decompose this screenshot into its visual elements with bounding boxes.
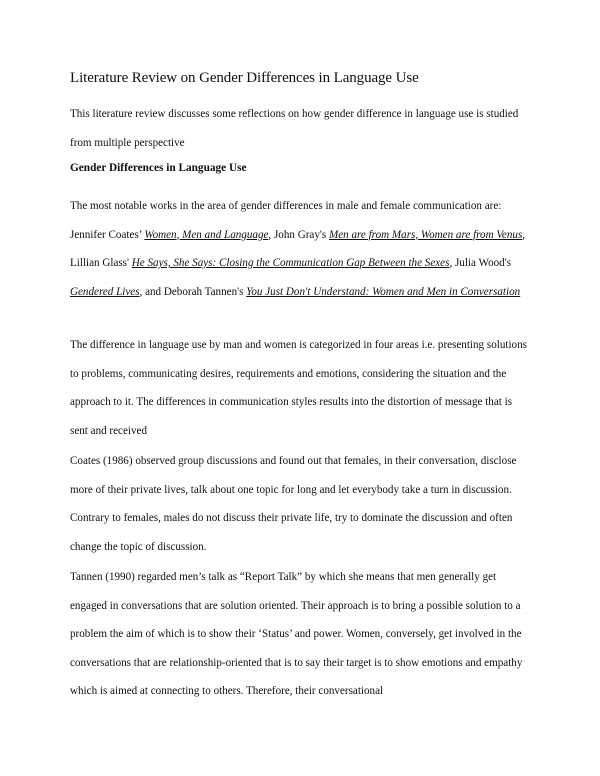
book-title-you-just-dont-understand: You Just Don't Understand: Women and Men in Conversation bbox=[246, 285, 521, 298]
works-separator-4: , and Deborah Tannen's bbox=[139, 285, 247, 298]
document-title: Literature Review on Gender Differences in Language Use bbox=[70, 70, 419, 86]
intro-paragraph: This literature review discusses some reflections on how gender difference in language use is studied from multiple perspective bbox=[70, 108, 519, 149]
works-separator-3: , Julia Wood's bbox=[449, 257, 512, 269]
section-heading: Gender Differences in Language Use bbox=[70, 162, 247, 174]
book-title-women-men-language: Women, Men and Language bbox=[144, 228, 269, 241]
tannen-paragraph: Tannen (1990) regarded men’s talk as “Report Talk” by which she means that men generally get engaged in conversations that are solution oriented. Their approach is to bring a possible solution to a problem the aim of which is to show their ‘Status’ and power. Women, conversely, get involved in the conversations that are relationship-oriented that is to say their target is to show emotions and empathy which is aimed at connecting to others. Therefore, their conversational bbox=[70, 571, 523, 697]
book-title-men-mars-women-venus: Men are from Mars, Women are from Venus bbox=[328, 228, 523, 241]
works-separator-2: , Lillian Glass' bbox=[70, 228, 526, 269]
works-separator-1: , John Gray's bbox=[268, 228, 329, 241]
language-difference-paragraph: The difference in language use by man and women is categorized in four areas i.e. presenting solutions to problems, communicating desires, requirements and emotions, considering the situation and the approach to it. The differences in communication styles results into the distortion of message that is sent and received bbox=[70, 339, 527, 437]
coates-paragraph: Coates (1986) observed group discussions and found out that females, in their conversation, disclose more of their private lives, talk about one topic for long and let everybody take a turn in discussion. Contrary to females, males do not discuss their private life, try to dominate the discussion and often change the topic of discussion. bbox=[70, 455, 517, 553]
book-title-he-says-she-says: He Says, She Says: Closing the Communication Gap Between the Sexes bbox=[131, 257, 450, 269]
works-lead-text: The most notable works in the area of gender differences in male and female communication are: Jennifer Coates’ bbox=[70, 200, 502, 241]
notable-works-paragraph bbox=[70, 192, 532, 306]
book-title-gendered-lives: Gendered Lives bbox=[70, 285, 140, 298]
